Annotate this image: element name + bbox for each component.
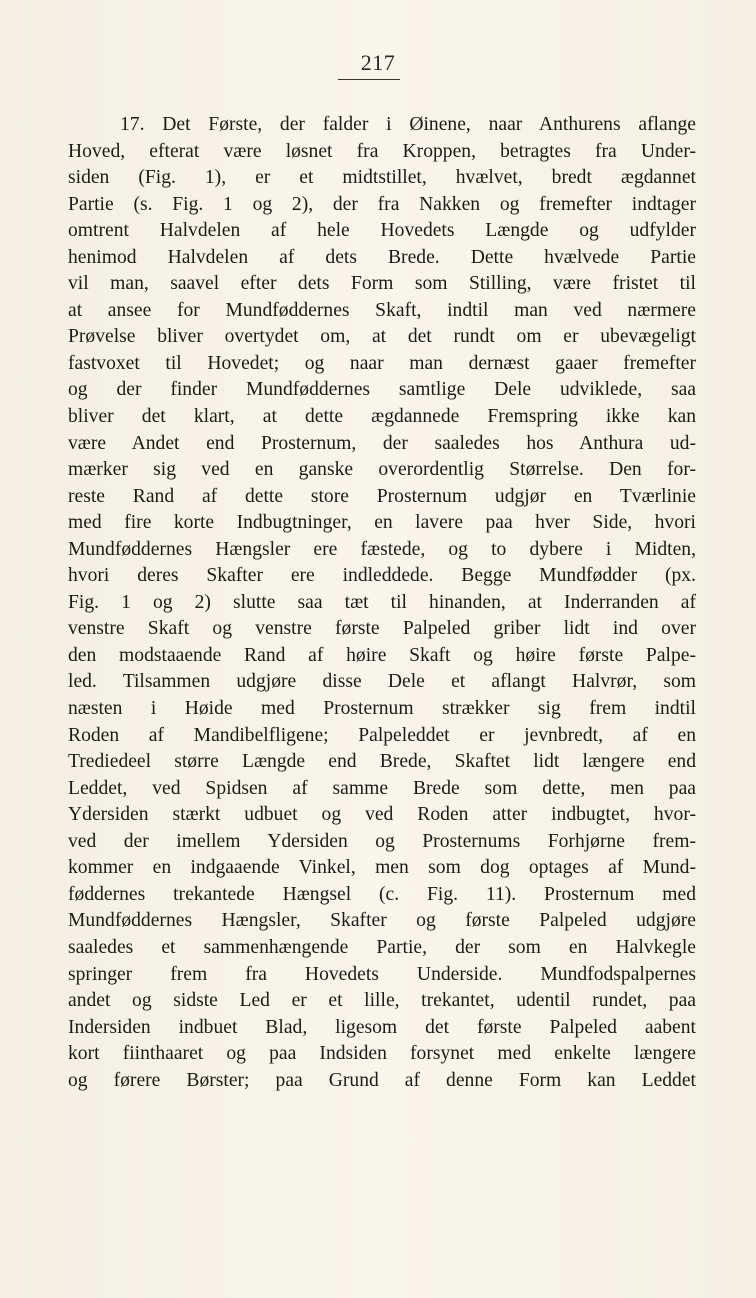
body-paragraph: [68, 112, 696, 1094]
text-line: føddernes trekantede Hængsel (c. Fig. 11). Prosternum med: [68, 883, 696, 905]
text-line: ved der imellem Ydersiden og Prosternums Forhjørne frem-: [68, 830, 696, 852]
text-line: Fig. 1 og 2) slutte saa tæt til hinanden, at Inderranden af: [68, 591, 696, 613]
text-line: andet og sidste Led er et lille, trekantet, udentil rundet, paa: [68, 990, 696, 1012]
text-line: led. Tilsammen udgjøre disse Dele et aflangt Halvrør, som: [68, 671, 696, 693]
text-line: næsten i Høide med Prosternum strækker sig frem indtil: [68, 698, 696, 720]
text-line: vil man, saavel efter dets Form som Stilling, være fristet til: [68, 273, 696, 295]
text-line: omtrent Halvdelen af hele Hovedets Længde og udfylder: [68, 220, 696, 242]
text-line: Prøvelse bliver overtydet om, at det rundt om er ubevægeligt: [68, 326, 696, 348]
text-line: reste Rand af dette store Prosternum udgjør en Tværlinie: [68, 485, 696, 507]
text-line: den modstaaende Rand af høire Skaft og høire første Palpe-: [68, 644, 696, 666]
text-line: være Andet end Prosternum, der saaledes hos Anthura ud-: [68, 432, 696, 454]
text-line: Partie (s. Fig. 1 og 2), der fra Nakken og fremefter indtager: [68, 193, 696, 215]
text-line: siden (Fig. 1), er et midtstillet, hvælvet, bredt ægdannet: [68, 167, 696, 189]
page-number-rule: [338, 79, 400, 80]
text-line: Mundføddernes Hængsler ere fæstede, og to dybere i Midten,: [68, 538, 696, 560]
text-line: Ydersiden stærkt udbuet og ved Roden atter indbugtet, hvor-: [68, 804, 696, 826]
text-line: hvori deres Skafter ere indleddede. Begge Mundfødder (px.: [68, 565, 696, 587]
text-line: fastvoxet til Hovedet; og naar man dernæst gaaer fremefter: [68, 352, 696, 374]
text-line: Indersiden indbuet Blad, ligesom det første Palpeled aabent: [68, 1016, 696, 1038]
text-line: henimod Halvdelen af dets Brede. Dette hvælvede Partie: [68, 246, 696, 268]
text-line: bliver det klart, at dette ægdannede Fremspring ikke kan: [68, 406, 696, 428]
text-line: springer frem fra Hovedets Underside. Mundfodspalpernes: [68, 963, 696, 985]
text-line: mærker sig ved en ganske overordentlig Størrelse. Den for-: [68, 459, 696, 481]
text-line: med fire korte Indbugtninger, en lavere paa hver Side, hvori: [68, 512, 696, 534]
text-line: Roden af Mandibelfligene; Palpeleddet er jevnbredt, af en: [68, 724, 696, 746]
text-line: venstre Skaft og venstre første Palpeled griber lidt ind over: [68, 618, 696, 640]
text-line: Hoved, efterat være løsnet fra Kroppen, betragtes fra Under-: [68, 140, 696, 162]
text-line: Trediedeel større Længde end Brede, Skaftet lidt længere end: [68, 751, 696, 773]
text-line: og der finder Mundføddernes samtlige Dele udviklede, saa: [68, 379, 696, 401]
text-line: Leddet, ved Spidsen af samme Brede som dette, men paa: [68, 777, 696, 799]
text-line: at ansee for Mundføddernes Skaft, indtil man ved nærmere: [68, 299, 696, 321]
text-line: saaledes et sammenhængende Partie, der som en Halvkegle: [68, 936, 696, 958]
page-number: 217: [360, 50, 396, 75]
text-line: 17. Det Første, der falder i Øinene, naar Anthurens aflange: [120, 114, 696, 135]
text-line: Mundføddernes Hængsler, Skafter og første Palpeled udgjøre: [68, 910, 696, 932]
text-line: og førere Børster; paa Grund af denne Form kan Leddet: [68, 1069, 696, 1091]
text-line: kort fiinthaaret og paa Indsiden forsynet med enkelte længere: [68, 1043, 696, 1065]
text-line: kommer en indgaaende Vinkel, men som dog optages af Mund-: [68, 857, 696, 879]
